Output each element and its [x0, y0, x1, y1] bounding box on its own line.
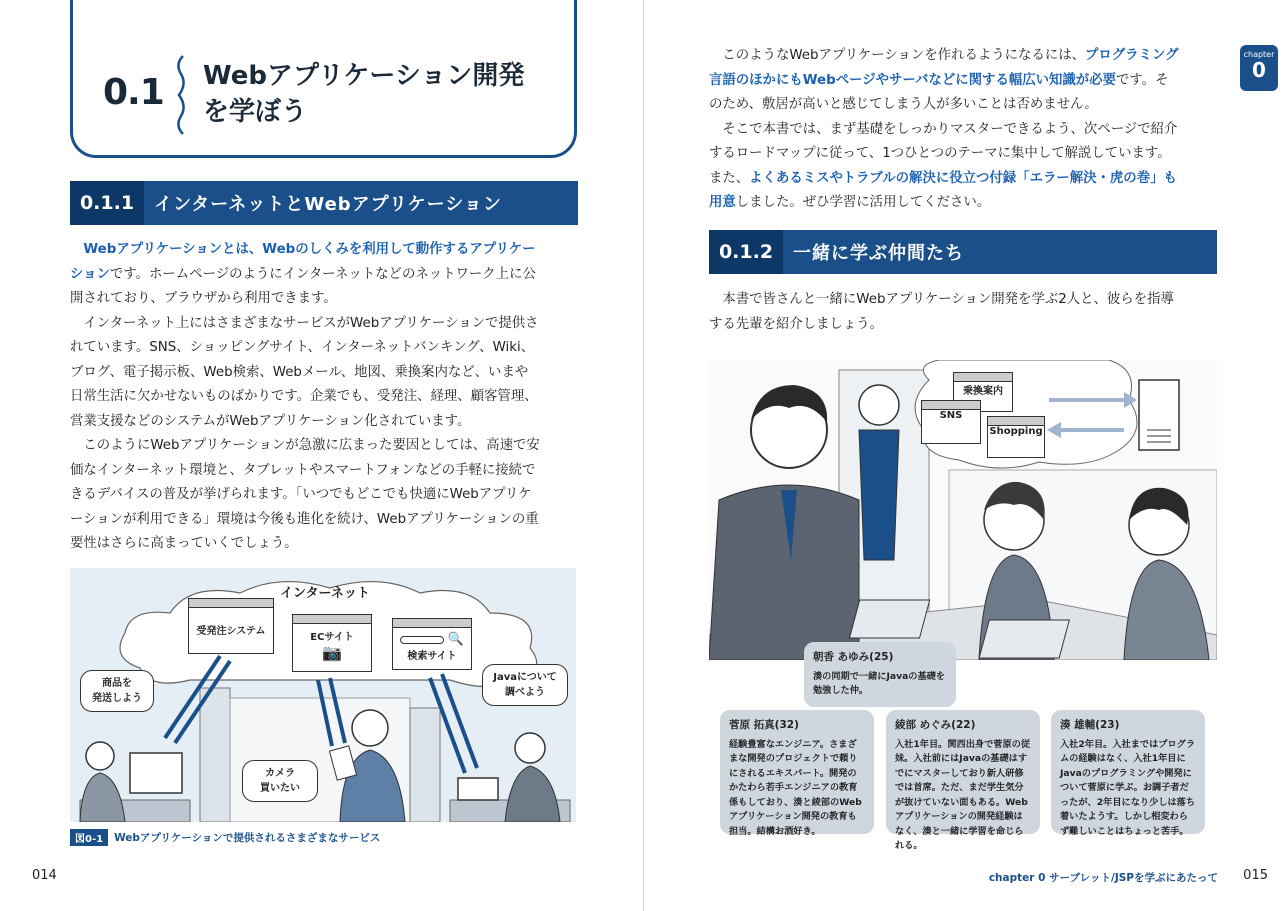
right-page — [643, 0, 1286, 911]
window-titlebar — [922, 401, 980, 410]
profile-card-ayabe — [886, 710, 1040, 851]
paragraph — [709, 44, 1181, 118]
profile-name: 朝香 あゆみ(25) — [813, 651, 894, 663]
section-title — [203, 58, 524, 130]
paragraph: 本書で皆さんと一緒にWebアプリケーション開発を学ぶ2人と、彼らを指導する先輩を紹介しましょう。 — [709, 292, 1174, 332]
bubble-text: 調べよう — [505, 687, 545, 698]
paragraph: このようにWebアプリケーションが急激に広まった要因としては、高速で安価なインターネット環境と、タブレットやスマートフォンなどの手軽に接続できるデバイスの普及が挙げられます。「いつでもどこでも快適にWebアプリケーションが利用できる」環境は今後も進化を続け、Webアプリケーションの重要性はさらに高まっていくでしょう。 — [70, 438, 540, 551]
window-label: ECサイト — [310, 632, 354, 643]
intro-text — [709, 288, 1181, 337]
chapter-tab-label: chapter — [1243, 50, 1275, 59]
highlight-text: よくあるミスやトラブルの解決に役立つ付録「エラー解決・虎の巻」も用意 — [709, 170, 1177, 210]
right-body-text — [709, 44, 1181, 216]
profile-description: 入社1年目。関西出身で菅原の従妹。入社前にはJavaの基礎はすでにマスターしており新人研修では首席。ただ、まだ学生気分が抜けていない面もある。Webアプリケーションの開発経験はなく、湊と一緒に学習を命じられる。 — [895, 738, 1031, 851]
characters-illustration — [709, 360, 1217, 660]
window-label: Shopping — [989, 426, 1043, 437]
order-system-window — [188, 598, 274, 654]
bubble-text: カメラ — [265, 768, 295, 779]
chapter-tab[interactable] — [1240, 45, 1278, 91]
subsection-heading-011 — [70, 181, 578, 225]
bubble-text: 発送しよう — [92, 693, 142, 704]
bubble-text: 買いたい — [260, 783, 300, 794]
paragraph-text: です。ホームページのようにインターネットなどのネットワーク上に公開されており、ブラウザから利用できます。 — [70, 266, 536, 306]
bubble-text: Javaについて — [493, 672, 557, 683]
brace-decoration — [173, 54, 187, 136]
left-body-text — [70, 238, 540, 557]
section-title-line2: を学ぼう — [203, 97, 308, 127]
search-bar-graphic — [393, 628, 471, 647]
paragraph — [70, 238, 540, 312]
window-label: 受発注システム — [196, 626, 266, 637]
window-titlebar — [293, 615, 371, 624]
profile-card-sugawara — [720, 710, 874, 837]
paragraph-text: です。そのため、敷居が高いと感じてしまう人が多いことは否めません。 — [709, 72, 1169, 112]
subsection-number: 0.1.2 — [709, 230, 783, 274]
speech-bubble-camera — [242, 760, 318, 802]
speech-bubble-ship — [80, 670, 154, 712]
search-field-graphic — [400, 636, 444, 644]
window-titlebar — [954, 373, 1012, 382]
section-title-line1: Webアプリケーション開発 — [203, 61, 525, 91]
speech-bubble-java — [482, 664, 568, 706]
window-titlebar — [988, 417, 1044, 426]
profile-description: 湊の同期で一緒にJavaの基礎を勉強した仲。 — [813, 670, 946, 696]
subsection-heading-012 — [709, 230, 1217, 274]
figure-web-services — [70, 568, 576, 822]
camera-icon: 📷 — [322, 643, 342, 662]
window-label: SNS — [939, 410, 963, 421]
sns-window — [921, 400, 981, 444]
ec-site-window — [292, 614, 372, 672]
window-label: 検索サイト — [407, 651, 457, 662]
subsection-title: インターネットとWebアプリケーション — [154, 194, 502, 215]
search-site-window — [392, 618, 472, 670]
window-label: 乗換案内 — [963, 386, 1003, 397]
profile-card-asaka — [804, 642, 956, 707]
magnifier-icon: 🔍 — [447, 632, 465, 647]
profile-name: 菅原 拓真(32) — [729, 719, 799, 731]
profile-description: 入社2年目。入社まではプログラムの経験はなく、入社1年目にJavaのプログラミングや開発について菅原に学ぶ。お調子者だったが、2年目になり少しは落ち着いたようす。しかし相変わらず難しいことはちょっと苦手。 — [1060, 738, 1196, 837]
figure-caption — [70, 829, 380, 846]
profile-name: 綾部 めぐみ(22) — [895, 719, 976, 731]
page-number: 015 — [1243, 868, 1268, 883]
window-titlebar — [189, 599, 273, 608]
paragraph-text: このようなWebアプリケーションを作れるようになるには、 — [722, 48, 1086, 63]
paragraph: インターネット上にはさまざまなサービスがWebアプリケーションで提供されています。SNS、ショッピングサイト、インターネットバンキング、Wiki、ブログ、電子掲示板、Web検索、Webメール、地図、乗換案内など、いまや日常生活に欠かせないものばかりです。企業でも、受発注、経理、顧客管理、営業支援などのシステムがWebアプリケーション化されています。 — [70, 315, 539, 429]
profile-name: 湊 雄輔(23) — [1060, 719, 1120, 731]
paragraph — [709, 118, 1181, 216]
highlight-text: プログラミング言語のほかにもWebページやサーバなどに関する幅広い知識が必要 — [709, 48, 1179, 88]
paragraph-text: そこで本書では、まず基礎をしっかりマスターできるよう、次ページで紹介するロードマップに従って、1つひとつのテーマに集中して解説しています。また、 — [709, 121, 1178, 186]
bubble-text: 商品を — [102, 678, 132, 689]
figure-tag: 図0-1 — [70, 829, 108, 846]
page-number: 014 — [32, 868, 57, 883]
subsection-title: 一緒に学ぶ仲間たち — [793, 243, 964, 264]
shopping-window — [987, 416, 1045, 458]
section-number: 0.1 — [103, 72, 164, 113]
paragraph-text: しました。ぜひ学習に活用してください。 — [735, 195, 991, 210]
subsection-number: 0.1.1 — [70, 181, 144, 225]
section-header-box — [70, 0, 577, 158]
highlight-text: Webアプリケーションとは、Webのしくみを利用して動作するアプリケーション — [70, 242, 536, 282]
chapter-tab-number: 0 — [1252, 58, 1266, 82]
profile-description: 経験豊富なエンジニア。さまざまな開発のプロジェクトで頼りにされるエキスパート。開発のかたわら若手エンジニアの教育係もしており、湊と綾部のWebアプリケーション開発の教育も担当。結構お酒好き。 — [729, 738, 862, 837]
window-titlebar — [393, 619, 471, 628]
profile-card-minato — [1051, 710, 1205, 837]
cloud-label: インターネット — [280, 586, 370, 601]
running-head: chapter 0 サーブレット/JSPを学ぶにあたって — [988, 872, 1218, 884]
caption-text: Webアプリケーションで提供されるさまざまなサービス — [114, 832, 381, 844]
